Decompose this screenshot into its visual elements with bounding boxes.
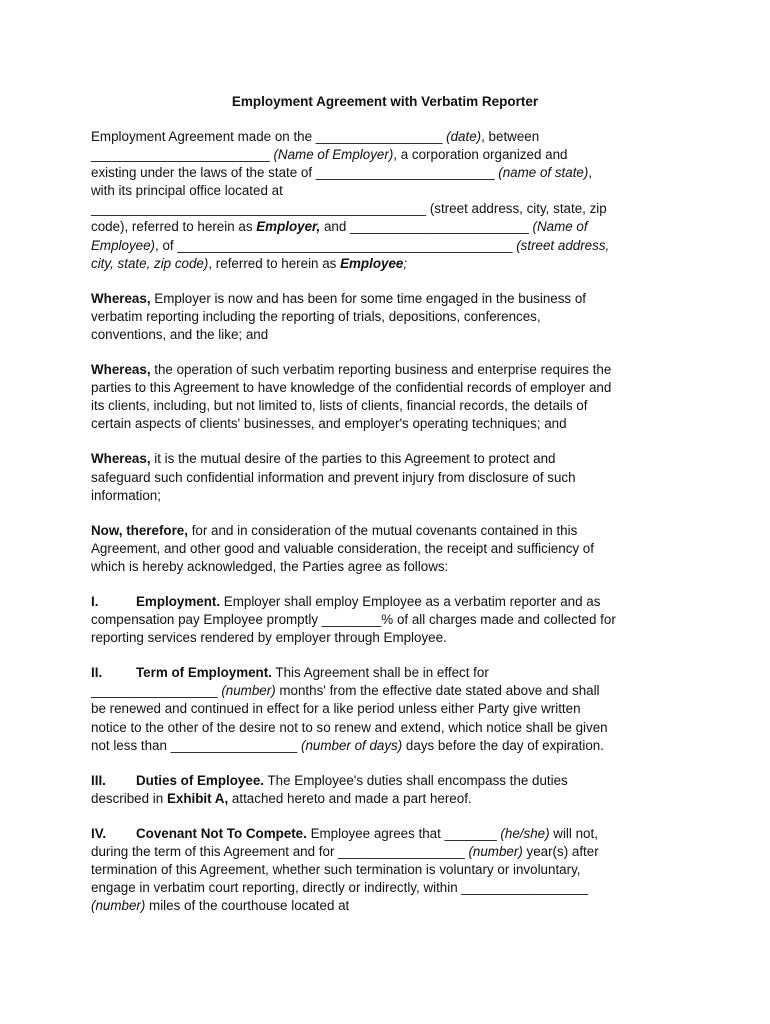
text-run: its clients, including, but not limited to, lists of clients, financial records, the details of (91, 398, 588, 414)
text-line (91, 397, 691, 415)
defined-term-employer: Employer, (256, 219, 321, 235)
section-number: I. (91, 593, 99, 609)
page-title: Employment Agreement with Verbatim Reporter (231, 94, 539, 109)
text-run: ; (403, 255, 408, 271)
text-line (91, 719, 691, 737)
text-line (91, 611, 691, 629)
text-run: Employer shall employ Employee as a verbatim reporter and as (220, 593, 601, 609)
placeholder-employer-name: (Name of Employer) (273, 147, 394, 163)
text-line (91, 255, 691, 273)
text-line (91, 861, 691, 879)
text-line (91, 487, 691, 505)
text-run: for and in consideration of the mutual covenants contained in this (187, 522, 578, 538)
text-run: days before the day of expiration. (402, 737, 604, 753)
therefore-paragraph (91, 522, 691, 576)
placeholder-address: city, state, zip code) (91, 255, 209, 271)
text-run: miles of the courthouse located at (145, 898, 350, 914)
placeholder-number-of-days: (number of days) (300, 737, 403, 753)
section-heading: Term of Employment. (136, 665, 272, 681)
whereas-label: Whereas, (91, 362, 151, 378)
text-line (91, 700, 691, 718)
text-line (91, 790, 691, 808)
whereas-label: Whereas, (91, 290, 151, 306)
text-line (91, 825, 691, 843)
text-run: , a corporation organized and (393, 147, 568, 163)
text-line (91, 540, 691, 558)
text-run: The Employee's duties shall encompass the duties (263, 772, 568, 788)
text-line (91, 593, 691, 611)
text-line (91, 128, 691, 146)
intro-paragraph (91, 128, 691, 273)
section-duties-of-employee (91, 772, 691, 808)
section-number: IV. (91, 825, 107, 841)
text-run: and ________________________ (320, 219, 533, 235)
text-line (91, 879, 691, 897)
section-term-of-employment (91, 664, 691, 754)
text-line (91, 629, 691, 647)
text-line (91, 415, 691, 433)
text-run: , between (481, 129, 540, 144)
placeholder-state: (name of state) (498, 165, 589, 181)
placeholder-number: (number) (468, 844, 523, 859)
text-run: the operation of such verbatim reporting business and enterprise requires the (150, 362, 612, 378)
whereas-paragraph-2 (91, 361, 691, 433)
section-covenant-not-to-compete (91, 825, 691, 915)
text-line (91, 682, 691, 700)
text-line (91, 450, 691, 468)
therefore-label: Now, therefore, (91, 522, 188, 538)
text-line (91, 772, 691, 790)
text-run: not less than _________________ (91, 737, 301, 753)
placeholder-pronoun: (he/she) (500, 825, 550, 841)
text-line (91, 361, 691, 379)
section-number: III. (91, 772, 106, 788)
text-run: This Agreement shall be in effect for (271, 665, 489, 681)
section-number: II. (91, 665, 103, 681)
text-run: attached hereto and made a part hereof. (228, 790, 472, 806)
text-run: will not, (549, 825, 598, 841)
text-run: , of _____________________________________________ (155, 237, 517, 253)
whereas-paragraph-1 (91, 290, 691, 344)
text-line (91, 379, 691, 397)
text-run: it is the mutual desire of the parties to this Agreement to protect and (150, 451, 556, 467)
text-run: compensation pay Employee promptly ________% of all charges made and collected for (91, 612, 616, 628)
text-run: parties to this Agreement to have knowledge of the confidential records of employer and (91, 380, 612, 396)
text-run: during the term of this Agreement and for _________________ (91, 844, 469, 859)
text-run: engage in verbatim court reporting, directly or indirectly, within _________________ (91, 880, 588, 896)
text-line (91, 182, 691, 200)
text-run: verbatim reporting including the reporting of trials, depositions, conferences, (91, 308, 541, 324)
text-run: termination of this Agreement, whether such termination is voluntary or involuntary, (91, 862, 581, 878)
placeholder-number: (number) (91, 898, 146, 914)
text-line (91, 326, 691, 344)
section-heading: Duties of Employee. (136, 772, 264, 788)
text-line (91, 522, 691, 540)
text-run: , referred to herein as (208, 255, 341, 271)
text-run: reporting services rendered by employer through Employee. (91, 630, 447, 646)
text-run: Employer is now and has been for some time engaged in the business of (150, 290, 586, 306)
text-run: Employee agrees that _______ (306, 825, 501, 841)
text-line (91, 164, 691, 182)
text-line (91, 737, 691, 755)
text-run: certain aspects of clients' businesses, and employer's operating techniques; and (91, 416, 567, 432)
text-run: described in (91, 790, 167, 806)
section-employment (91, 593, 691, 647)
text-run: information; (91, 487, 161, 503)
text-line (91, 843, 691, 861)
placeholder-employee-name: Employee) (91, 237, 156, 253)
text-line (91, 664, 691, 682)
placeholder-address: (street address, (516, 237, 610, 253)
text-run: which is hereby acknowledged, the Parties agree as follows: (91, 558, 449, 574)
text-run: existing under the laws of the state of ________________________ (91, 165, 499, 181)
whereas-paragraph-3 (91, 450, 691, 504)
text-run: notice to the other of the desire not to so renew and extend, which notice shall be given (91, 719, 608, 735)
text-line (91, 237, 691, 255)
section-heading: Employment. (136, 593, 221, 609)
defined-term-employee: Employee (340, 255, 404, 271)
section-heading: Covenant Not To Compete. (136, 825, 307, 841)
text-run: year(s) after (522, 844, 599, 859)
text-run: ________________________ (91, 147, 274, 163)
text-line (91, 897, 691, 915)
text-run: _________________ (91, 683, 222, 699)
whereas-label: Whereas, (91, 451, 151, 467)
text-line (91, 146, 691, 164)
text-run: safeguard such confidential information and prevent injury from disclosure of such (91, 469, 576, 485)
text-run: Employment Agreement made on the _________________ (91, 129, 447, 144)
placeholder-number: (number) (221, 683, 276, 699)
text-run: conventions, and the like; and (91, 326, 269, 342)
placeholder-employee-name: (Name of (532, 219, 588, 235)
text-line (91, 469, 691, 487)
placeholder-date: (date) (446, 129, 482, 144)
text-run: with its principal office located at (91, 183, 283, 199)
text-line (91, 218, 691, 236)
text-run: be renewed and continued in effect for a like period unless either Party give written (91, 701, 581, 717)
text-run: code), referred to herein as (91, 219, 257, 235)
text-line (91, 308, 691, 326)
text-line (91, 290, 691, 308)
document-body (91, 128, 691, 932)
text-run: Agreement, and other good and valuable consideration, the receipt and sufficiency of (91, 540, 594, 556)
text-line (91, 200, 691, 218)
text-line (91, 558, 691, 576)
text-run: months' from the effective date stated above and shall (275, 683, 600, 699)
text-run: _____________________________________________ (street address, city, state, zip (91, 201, 607, 217)
text-run: , (588, 165, 593, 181)
exhibit-reference: Exhibit A, (166, 790, 229, 806)
